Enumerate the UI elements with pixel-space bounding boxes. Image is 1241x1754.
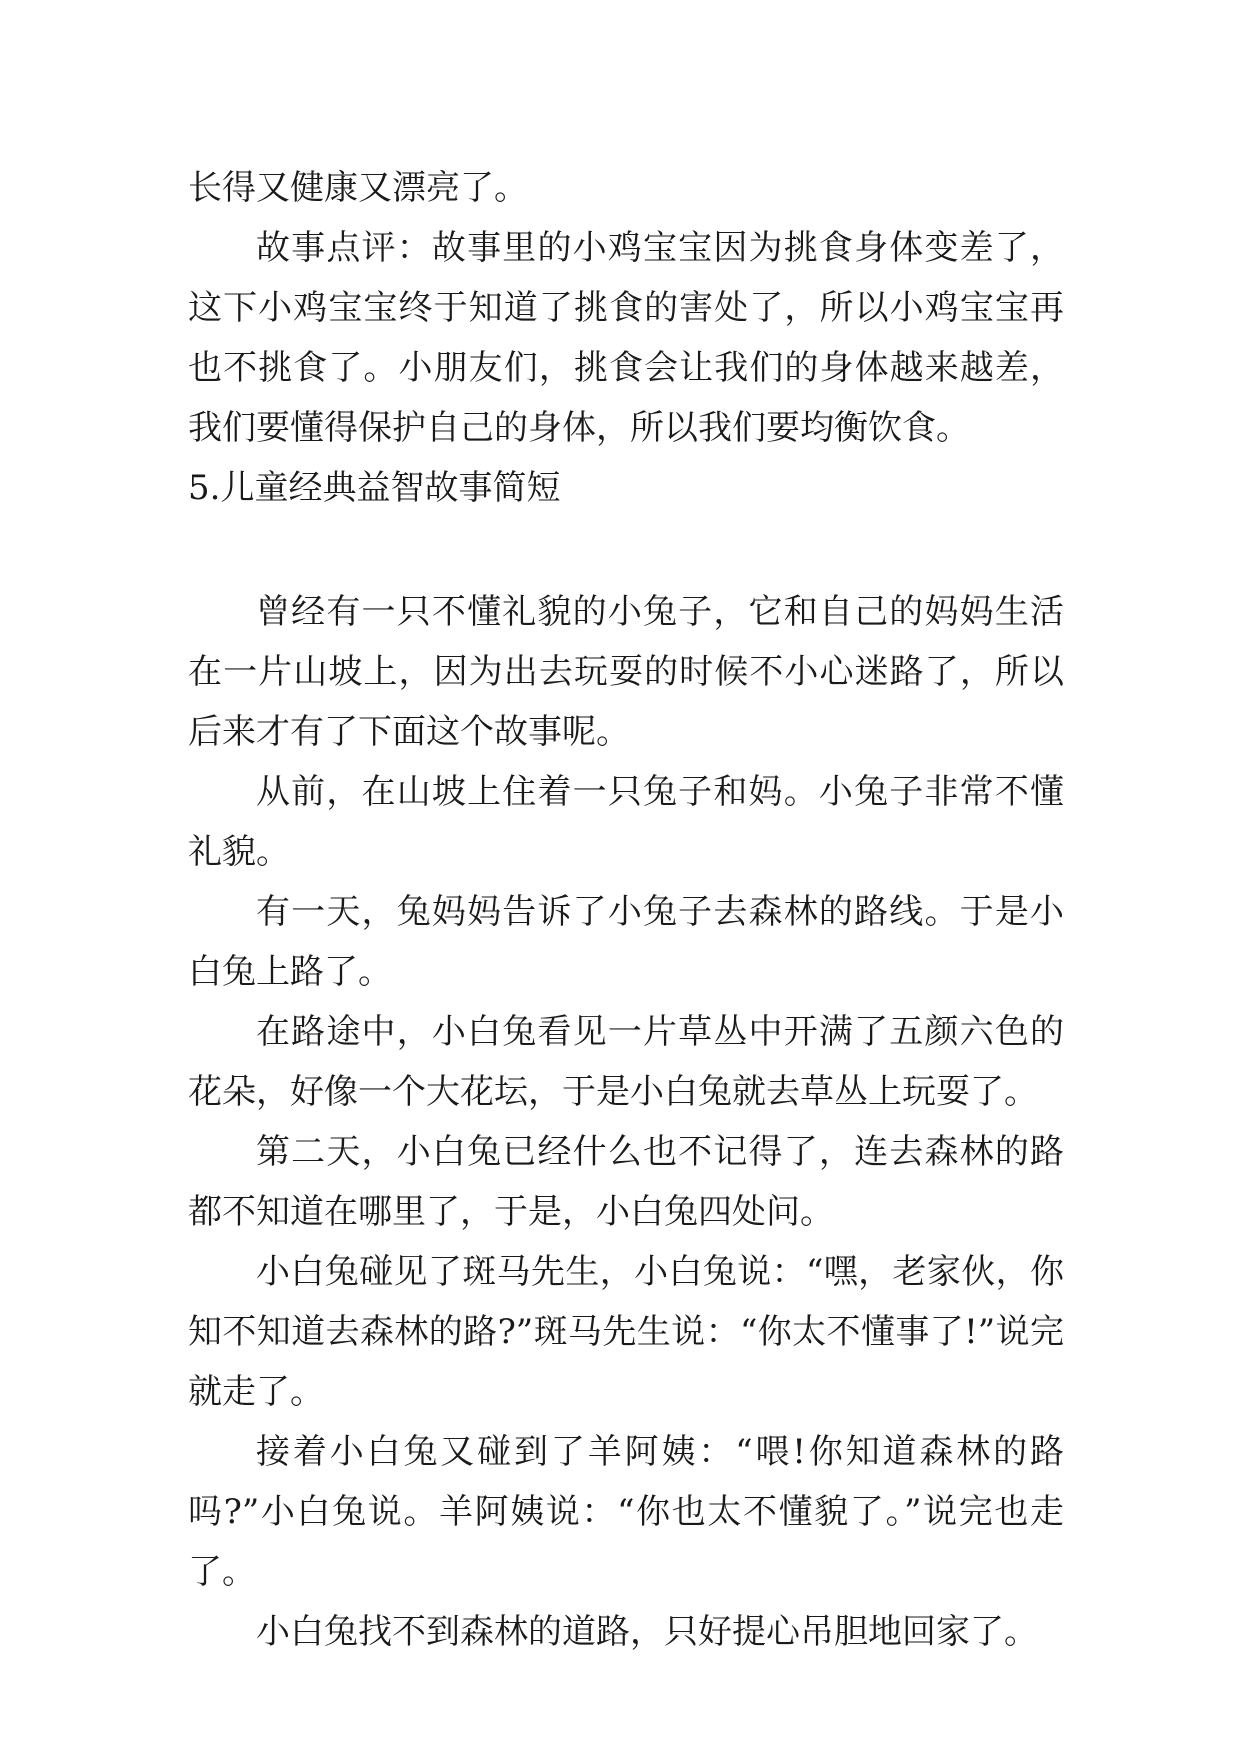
- section-heading: 5.儿童经典益智故事简短: [188, 468, 561, 508]
- paragraph-story-comment: 故事点评：故事里的小鸡宝宝因为挑食身体变差了，这下小鸡宝宝终于知道了挑食的害处了，所以小鸡宝宝再也不挑食了。小朋友们，挑食会让我们的身体越来越差，我们要懂得保护自己的身体，所以我们要均衡饮食。: [188, 228, 1064, 448]
- paragraph-continuation: 长得又健康又漂亮了。: [188, 168, 528, 208]
- section-spacer: [188, 518, 1064, 582]
- story-paragraph: 在路途中，小白兔看见一片草丛中开满了五颜六色的花朵，好像一个大花坛，于是小白兔就去草丛上玩耍了。: [188, 1012, 1064, 1112]
- story-paragraph: 接着小白兔又碰到了羊阿姨：“喂!你知道森林的路吗?”小白兔说。羊阿姨说：“你也太不懂貌了。”说完也走了。: [188, 1432, 1064, 1592]
- story-paragraph: 小白兔碰见了斑马先生，小白兔说：“嘿，老家伙，你知不知道去森林的路?”斑马先生说：“你太不懂事了!”说完就走了。: [188, 1252, 1064, 1412]
- story-paragraph: 小白兔找不到森林的道路，只好提心吊胆地回家了。: [256, 1612, 1038, 1652]
- story-paragraph: 第二天，小白兔已经什么也不记得了，连去森林的路都不知道在哪里了，于是，小白兔四处问。: [188, 1132, 1064, 1232]
- story-paragraph: 从前，在山坡上住着一只兔子和妈。小兔子非常不懂礼貌。: [188, 772, 1064, 872]
- document-body: [188, 158, 1064, 1662]
- story-paragraph: 有一天，兔妈妈告诉了小兔子去森林的路线。于是小白兔上路了。: [188, 892, 1064, 992]
- story-paragraph: 曾经有一只不懂礼貌的小兔子，它和自己的妈妈生活在一片山坡上，因为出去玩耍的时候不小心迷路了，所以后来才有了下面这个故事呢。: [188, 592, 1064, 752]
